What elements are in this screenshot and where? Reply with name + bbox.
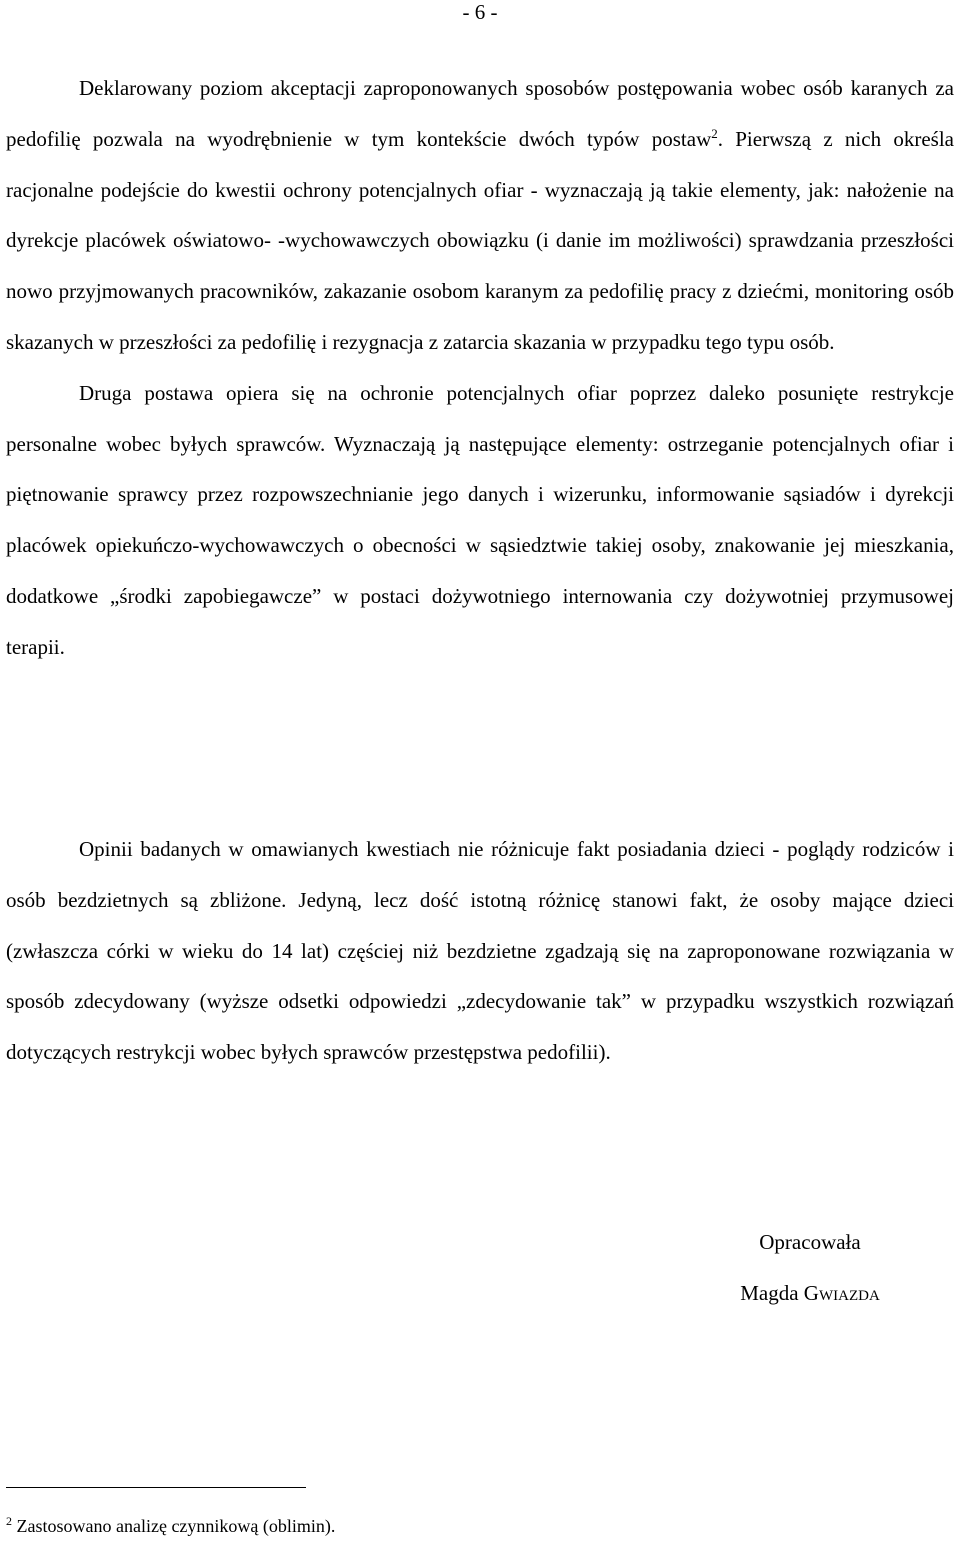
paragraph-second-attitude: Druga postawa opiera się na ochronie potencjalnych ofiar poprzez daleko posunięte restrykcje personalne wobec byłych sprawców. Wyznaczają ją następujące elementy: ostrzeganie potencjalnych ofiar i piętnowanie sprawcy przez rozpowszechnianie jego danych i wizerunku, informowanie sąsiadów i dyrekcji placówek opiekuńczo-wychowawczych o obecności w sąsiedztwie takiej osoby, znakowanie jej mieszkania, dodatkowe „środki zapobiegawcze” w postaci dożywotniego internowania czy dożywotniej przymusowej terapii. — [6, 380, 954, 659]
paragraph-parents-opinion: Opinii badanych w omawianych kwestiach nie różnicuje fakt posiadania dzieci - poglądy rodziców i osób bezdzietnych są zbliżone. Jedyną, lecz dość istotną różnicę stanowi fakt, że osoby mające dzieci (zwłaszcza córki w wieku do 14 lat) częściej niż bezdzietne zgadzają się na zaproponowane rozwiązania w sposób zdecydowany (wyższe odsetki odpowiedzi „zdecydowanie tak” w przypadku wszystkich rozwiązań dotyczących restrykcji wobec byłych sprawców przestępstwa pedofilii). — [6, 837, 954, 1065]
signature-name — [700, 1281, 920, 1306]
paragraph-text: . Pierwszą z nich określa racjonalne podejście do kwestii ochrony potencjalnych ofiar - wyznaczają ją takie elementy, jak: nałożenie na dyrekcje placówek oświatowo- -wychowawczych obowiązku (i danie im możliwości) sprawdzania przeszłości nowo przyjmowanych pracowników, zakazanie osobom karanym za pedofilię pracy z dziećmi, monitoring osób skazanych w przeszłości za pedofilię i rezygnacja z zatarcia skazania w przypadku tego typu osób. — [6, 126, 954, 354]
paragraph-text: Deklarowany poziom akceptacji zaproponowanych sposobów postępowania wobec osób karanych za pedofilię pozwala na wyodrębnienie w tym kontekście dwóch typów postaw — [6, 76, 954, 151]
text-section-parents — [6, 824, 954, 1078]
author-last-name: Gwiazda — [803, 1281, 880, 1305]
footnote-text: Zastosowano analizę czynnikową (oblimin). — [12, 1516, 336, 1536]
paragraph-attitude-types — [6, 63, 954, 368]
footnote-divider — [6, 1487, 306, 1488]
signature-label: Opracowała — [759, 1230, 861, 1254]
text-section-attitudes — [6, 63, 954, 673]
footnote-reference[interactable]: 2 — [711, 125, 718, 141]
page-number: - 6 - — [462, 0, 498, 24]
author-first-name: Magda — [740, 1281, 804, 1305]
footnote-marker: 2 — [6, 1514, 12, 1528]
footnote — [6, 1515, 335, 1537]
